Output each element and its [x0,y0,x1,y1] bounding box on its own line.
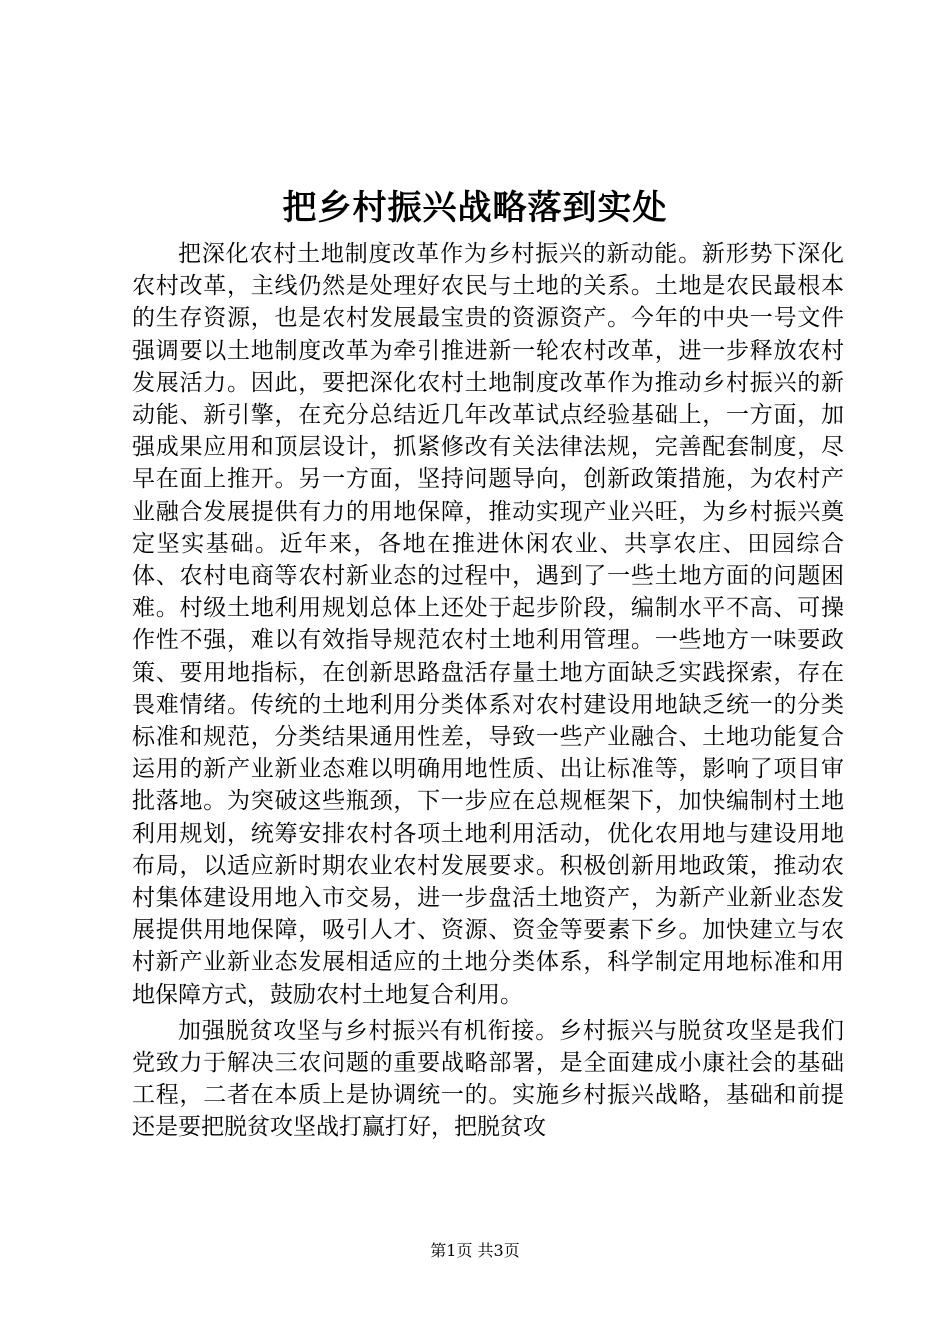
paragraph-land-reform: 把深化农村土地制度改革作为乡村振兴的新动能。新形势下深化农村改革，主线仍然是处理好农民与土地的关系。土地是农民最根本的生存资源，也是农村发展最宝贵的资源资产。今年的中央一号文件强调要以土地制度改革为牵引推进新一轮农村改革，进一步释放农村发展活力。因此，要把深化农村土地制度改革作为推动乡村振兴的新动能、新引擎，在充分总结近几年改革试点经验基础上，一方面，加强成果应用和顶层设计，抓紧修改有关法律法规，完善配套制度，尽早在面上推开。另一方面，坚持问题导向，创新政策措施，为农村产业融合发展提供有力的用地保障，推动实现产业兴旺，为乡村振兴奠定坚实基础。近年来，各地在推进休闲农业、共享农庄、田园综合体、农村电商等农村新业态的过程中，遇到了一些土地方面的问题困难。村级土地利用规划总体上还处于起步阶段，编制水平不高、可操作性不强，难以有效指导规范农村土地利用管理。一些地方一味要政策、要用地指标，在创新思路盘活存量土地方面缺乏实践探索，存在畏难情绪。传统的土地利用分类体系对农村建设用地缺乏统一的分类标准和规范，分类结果通用性差，导致一些产业融合、土地功能复合运用的新产业新业态难以明确用地性质、出让标准等，影响了项目审批落地。为突破这些瓶颈，下一步应在总规框架下，加快编制村土地利用规划，统筹安排农村各项土地利用活动，优化农用地与建设用地布局，以适应新时期农业农村发展要求。积极创新用地政策，推动农村集体建设用地入市交易，进一步盘活土地资产，为新产业新业态发展提供用地保障，吸引人才、资源、资金等要素下乡。加快建立与农村新产业新业态发展相适应的土地分类体系，科学制定用地标准和用地保障方式，鼓励农村土地复合利用。 [132,241,844,1008]
page-number: 第1页 共3页 [430,1241,520,1260]
page-title: 把乡村振兴战略落到实处 [282,188,668,228]
document-body [132,238,844,1148]
paragraph-poverty-alleviation: 加强脱贫攻坚与乡村振兴有机衔接。乡村振兴与脱贫攻坚是我们党致力于解决三农问题的重要战略部署，是全面建成小康社会的基础工程，二者在本质上是协调统一的。实施乡村振兴战略，基础和前提还是要把脱贫攻坚战打赢打好，把脱贫攻 [132,1017,844,1141]
